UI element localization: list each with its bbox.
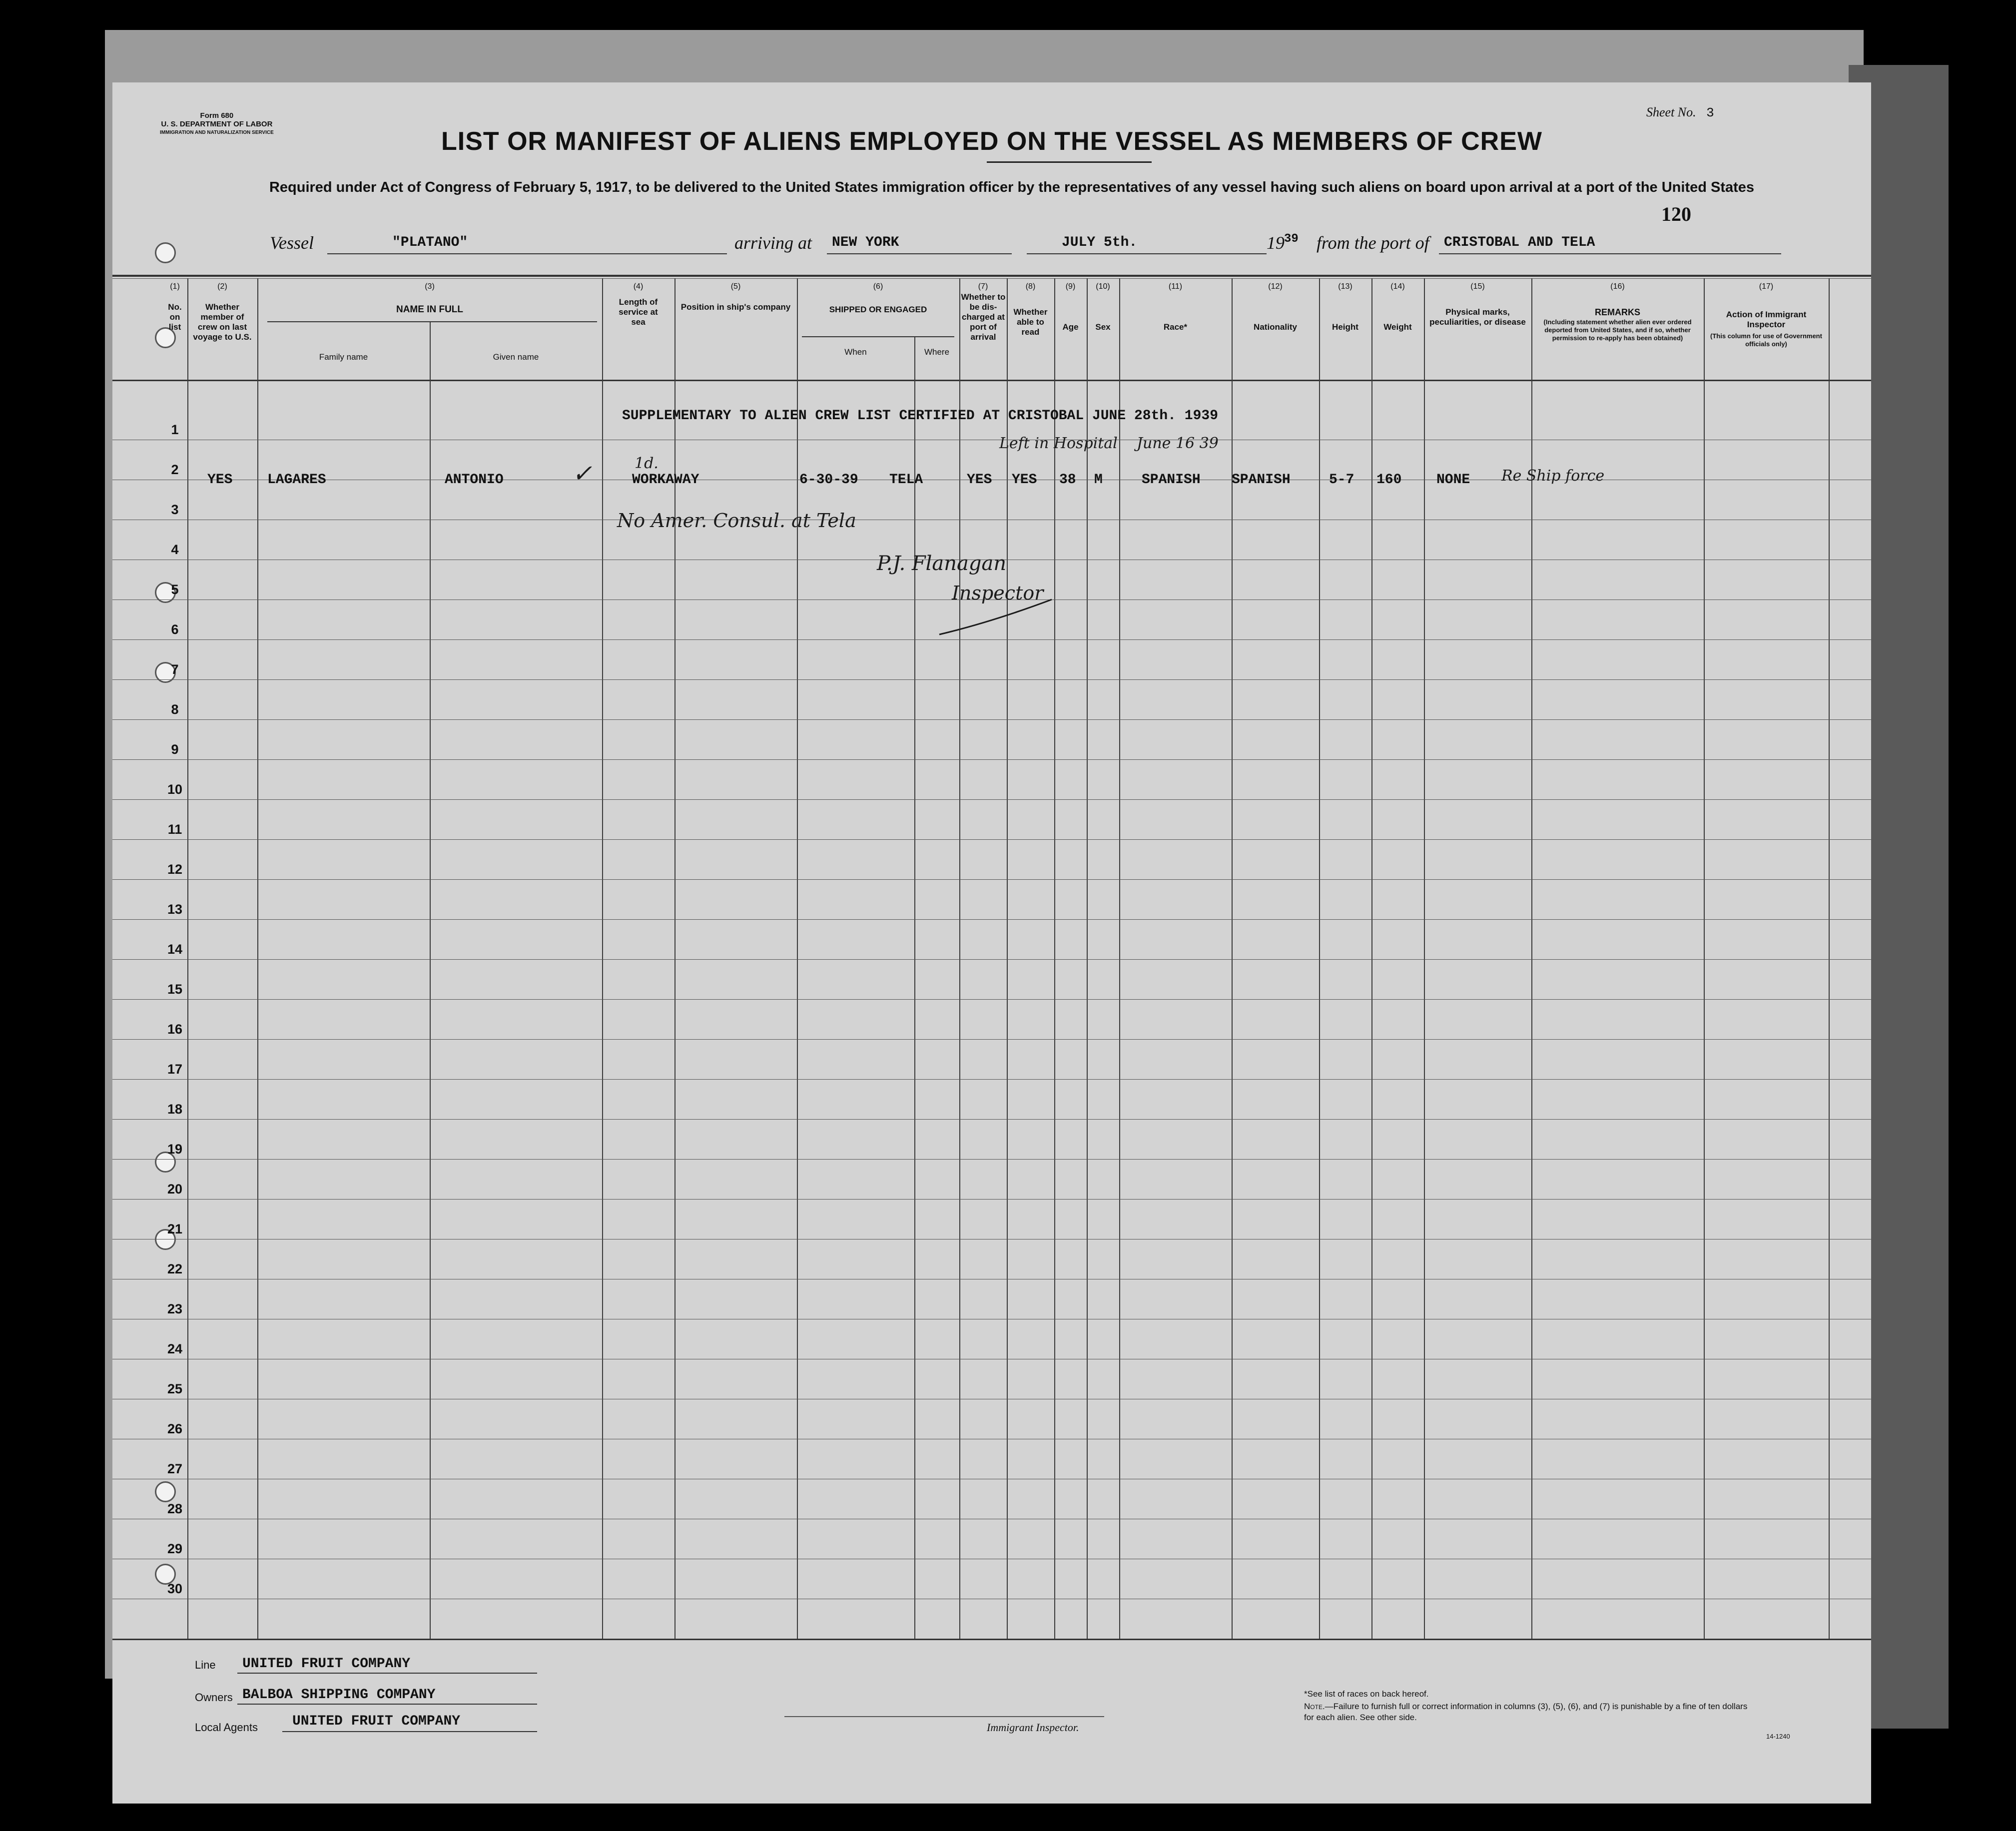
row-number: 11 — [167, 822, 182, 837]
handwritten-signature-title: Inspector — [952, 582, 1044, 604]
vessel-label: Vessel — [270, 233, 314, 253]
row-number: 2 — [171, 462, 179, 477]
handwritten-checkmark: ✓ — [572, 460, 593, 488]
row-number: 6 — [171, 622, 179, 637]
column-divider — [602, 278, 603, 1639]
row-number: 7 — [171, 662, 179, 677]
name-subheader-rule — [267, 321, 597, 322]
date-underline — [1027, 253, 1267, 254]
row-line — [112, 1199, 1871, 1200]
col7-number: (7) — [978, 282, 988, 291]
column-divider — [1424, 278, 1425, 1639]
row-line — [112, 1159, 1871, 1160]
col1-number: (1) — [170, 282, 180, 291]
table-top-rule — [112, 275, 1871, 277]
row2-age: 38 — [1059, 472, 1076, 488]
row2-able-to-read: YES — [1012, 472, 1037, 488]
line-value: UNITED FRUIT COMPANY — [242, 1656, 411, 1672]
form-title: LIST OR MANIFEST OF ALIENS EMPLOYED ON THE VESSEL AS MEMBERS OF CREW — [441, 127, 1542, 156]
row2-race: SPANISH — [1142, 472, 1201, 488]
col13-number: (13) — [1338, 282, 1352, 291]
column-divider — [1704, 278, 1705, 1639]
col11-header: Race* — [1163, 322, 1188, 332]
col7-header: Whether to be dis-charged at port of arrival — [961, 292, 1006, 342]
col3-sub-given: Given name — [493, 352, 539, 362]
sheet-number-label: Sheet No. — [1646, 105, 1696, 119]
column-divider — [1007, 278, 1008, 1639]
column-divider — [914, 337, 915, 1639]
header-bottom-rule — [112, 380, 1871, 381]
column-divider — [959, 278, 960, 1639]
col13-header: Height — [1332, 322, 1358, 332]
arriving-label: arriving at — [734, 233, 812, 253]
page-stamp: 120 — [1661, 203, 1691, 225]
row-number: 10 — [167, 782, 183, 797]
arriving-underline — [827, 253, 1012, 254]
row-line — [112, 999, 1871, 1000]
col6-sub-where: Where — [924, 347, 950, 357]
table-top-rule-2 — [112, 278, 1871, 279]
row2-prev-voyage: YES — [207, 472, 233, 488]
row-number: 5 — [171, 582, 179, 597]
column-divider — [1087, 278, 1088, 1639]
row2-discharged: YES — [967, 472, 992, 488]
column-divider — [1371, 278, 1372, 1639]
col2-number: (2) — [217, 282, 227, 291]
binder-hole — [155, 242, 176, 263]
row-number: 29 — [167, 1541, 183, 1556]
row2-sex: M — [1094, 472, 1103, 488]
row-line — [112, 1079, 1871, 1080]
column-divider — [187, 278, 188, 1639]
row-number: 21 — [167, 1221, 183, 1236]
row-number: 13 — [167, 902, 183, 917]
col17-number: (17) — [1759, 282, 1774, 291]
supplementary-note: SUPPLEMENTARY TO ALIEN CREW LIST CERTIFIED AT CRISTOBAL JUNE 28th. 1939 — [622, 408, 1218, 424]
from-port: CRISTOBAL AND TELA — [1444, 235, 1595, 250]
arriving-port: NEW YORK — [832, 235, 899, 250]
handwritten-service: 1d. — [635, 455, 659, 472]
fine-note-label: Note. — [1304, 1702, 1325, 1711]
col12-number: (12) — [1268, 282, 1283, 291]
form-subtitle: Required under Act of Congress of February 5, 1917, to be delivered to the United States immigration officer by the representatives of any vessel having such aliens on board upon arrival at a port of the United States — [269, 179, 1755, 195]
col17-subheader: (This column for use of Government officials only) — [1710, 332, 1822, 348]
col16-subheader: (Including statement whether alien ever ordered deported from United States, and if so, whether permission to re-apply has been obtained) — [1543, 318, 1692, 342]
col9-header: Age — [1062, 322, 1079, 332]
vessel-name: "PLATANO" — [392, 235, 468, 250]
row-line — [112, 799, 1871, 800]
service-name: IMMIGRATION AND NATURALIZATION SERVICE — [160, 130, 274, 135]
col15-number: (15) — [1470, 282, 1485, 291]
col8-number: (8) — [1025, 282, 1036, 291]
row-line — [112, 1039, 1871, 1040]
row-number: 14 — [167, 942, 183, 957]
handwritten-hospital-date: June 16 39 — [1137, 435, 1219, 452]
row-line — [112, 759, 1871, 760]
agents-label: Local Agents — [195, 1721, 258, 1734]
shipped-subheader-rule — [802, 336, 954, 337]
inspector-label: Immigrant Inspector. — [987, 1721, 1079, 1734]
row-number: 28 — [167, 1501, 183, 1516]
print-code: 14-1240 — [1766, 1733, 1790, 1740]
agents-value: UNITED FRUIT COMPANY — [292, 1714, 461, 1729]
vessel-underline — [327, 253, 727, 254]
col6-number: (6) — [873, 282, 883, 291]
col5-number: (5) — [730, 282, 741, 291]
fine-note-text: —Failure to furnish full or correct information in columns (3), (5), (6), and (7) is punishable by a fine of ten dollars for each alien. See other side. — [1304, 1702, 1748, 1722]
col3-header: NAME IN FULL — [396, 304, 464, 315]
line-label: Line — [195, 1659, 216, 1671]
row-number: 18 — [167, 1102, 183, 1117]
col17-header: Action of Immigrant Inspector — [1726, 310, 1807, 329]
row-number: 30 — [167, 1581, 183, 1596]
row-number: 24 — [167, 1341, 183, 1356]
col9-number: (9) — [1065, 282, 1076, 291]
row-number: 22 — [167, 1261, 183, 1276]
row-number: 4 — [171, 542, 179, 557]
row2-shipped-when: 6-30-39 — [799, 472, 858, 488]
handwritten-consul-note: No Amer. Consul. at Tela — [617, 510, 856, 532]
from-label: from the port of — [1317, 233, 1429, 253]
inspector-signature-line — [784, 1716, 1104, 1717]
column-divider — [1119, 278, 1120, 1639]
row-line — [112, 719, 1871, 720]
row-number: 27 — [167, 1461, 183, 1476]
row-line — [112, 1119, 1871, 1120]
row2-nationality: SPANISH — [1232, 472, 1291, 488]
row-number: 23 — [167, 1301, 183, 1316]
row-line — [112, 839, 1871, 840]
department-name: U. S. DEPARTMENT OF LABOR — [161, 120, 273, 128]
handwritten-hospital: Left in Hospital — [999, 435, 1118, 452]
row2-height: 5-7 — [1329, 472, 1354, 488]
col4-number: (4) — [633, 282, 644, 291]
column-divider — [1319, 278, 1320, 1639]
column-divider — [257, 278, 258, 1639]
col12-header: Nationality — [1254, 322, 1297, 332]
handwritten-remark: Re Ship force — [1501, 467, 1605, 485]
fine-note — [1304, 1701, 1754, 1723]
col3-number: (3) — [425, 282, 435, 291]
row2-shipped-where: TELA — [889, 472, 923, 488]
table-bottom-rule — [112, 1639, 1871, 1640]
binder-hole — [155, 1481, 176, 1502]
col11-number: (11) — [1168, 282, 1183, 291]
arrival-date: JULY 5th. — [1062, 235, 1138, 250]
year-suffix: 39 — [1284, 232, 1299, 246]
row-line — [112, 879, 1871, 880]
row-number: 16 — [167, 1022, 183, 1037]
sheet-number-value: 3 — [1706, 105, 1714, 120]
col1-header: No. on list — [168, 302, 182, 332]
row2-position: WORKAWAY — [632, 472, 699, 488]
form-number: Form 680 — [200, 111, 234, 120]
column-divider — [1829, 278, 1830, 1639]
col4-header: Length of service at sea — [619, 297, 658, 327]
row-number: 19 — [167, 1142, 183, 1157]
row2-physical-marks: NONE — [1436, 472, 1470, 488]
col5-header: Position in ship's company — [680, 302, 791, 312]
col10-number: (10) — [1096, 282, 1110, 291]
owners-label: Owners — [195, 1691, 233, 1704]
column-divider — [797, 278, 798, 1639]
from-underline — [1439, 253, 1781, 254]
manifest-sheet — [112, 82, 1871, 1804]
col10-header: Sex — [1095, 322, 1111, 332]
row-number: 25 — [167, 1381, 183, 1396]
row-line — [112, 919, 1871, 920]
row-number: 1 — [171, 422, 179, 437]
row-number: 26 — [167, 1421, 183, 1436]
row-line — [112, 639, 1871, 640]
agents-underline — [282, 1731, 537, 1732]
title-underline — [987, 161, 1152, 163]
signature-flourish — [937, 587, 1057, 637]
row-line — [112, 679, 1871, 680]
owners-value: BALBOA SHIPPING COMPANY — [242, 1687, 436, 1703]
col16-header: REMARKS — [1594, 307, 1640, 317]
row-number: 9 — [171, 742, 179, 757]
row-number: 12 — [167, 862, 183, 877]
col2-header: Whether member of crew on last voyage to U.S. — [193, 302, 252, 342]
row2-given-name: ANTONIO — [445, 472, 504, 488]
row-number: 15 — [167, 982, 183, 997]
handwritten-signature: P.J. Flanagan — [877, 552, 1007, 575]
col14-number: (14) — [1390, 282, 1405, 291]
col6-header: SHIPPED OR ENGAGED — [829, 305, 927, 314]
races-note: *See list of races on back hereof. — [1304, 1689, 1429, 1699]
year-prefix: 19 — [1267, 233, 1285, 253]
col16-number: (16) — [1610, 282, 1625, 291]
row-number: 8 — [171, 702, 179, 717]
col15-header: Physical marks, peculiarities, or disease — [1429, 307, 1526, 327]
sheet-number — [1646, 105, 1714, 120]
col8-header: Whether able to read — [1013, 307, 1048, 337]
row2-weight: 160 — [1376, 472, 1402, 488]
row-number: 17 — [167, 1062, 183, 1077]
row-number: 3 — [171, 502, 179, 517]
line-underline — [237, 1673, 537, 1674]
col6-sub-when: When — [844, 347, 867, 357]
col14-header: Weight — [1383, 322, 1412, 332]
row-line — [112, 959, 1871, 960]
column-divider — [1054, 278, 1055, 1639]
col3-sub-family: Family name — [319, 352, 368, 362]
row-number: 20 — [167, 1182, 183, 1197]
row2-family-name: LAGARES — [267, 472, 326, 488]
owners-underline — [237, 1704, 537, 1705]
